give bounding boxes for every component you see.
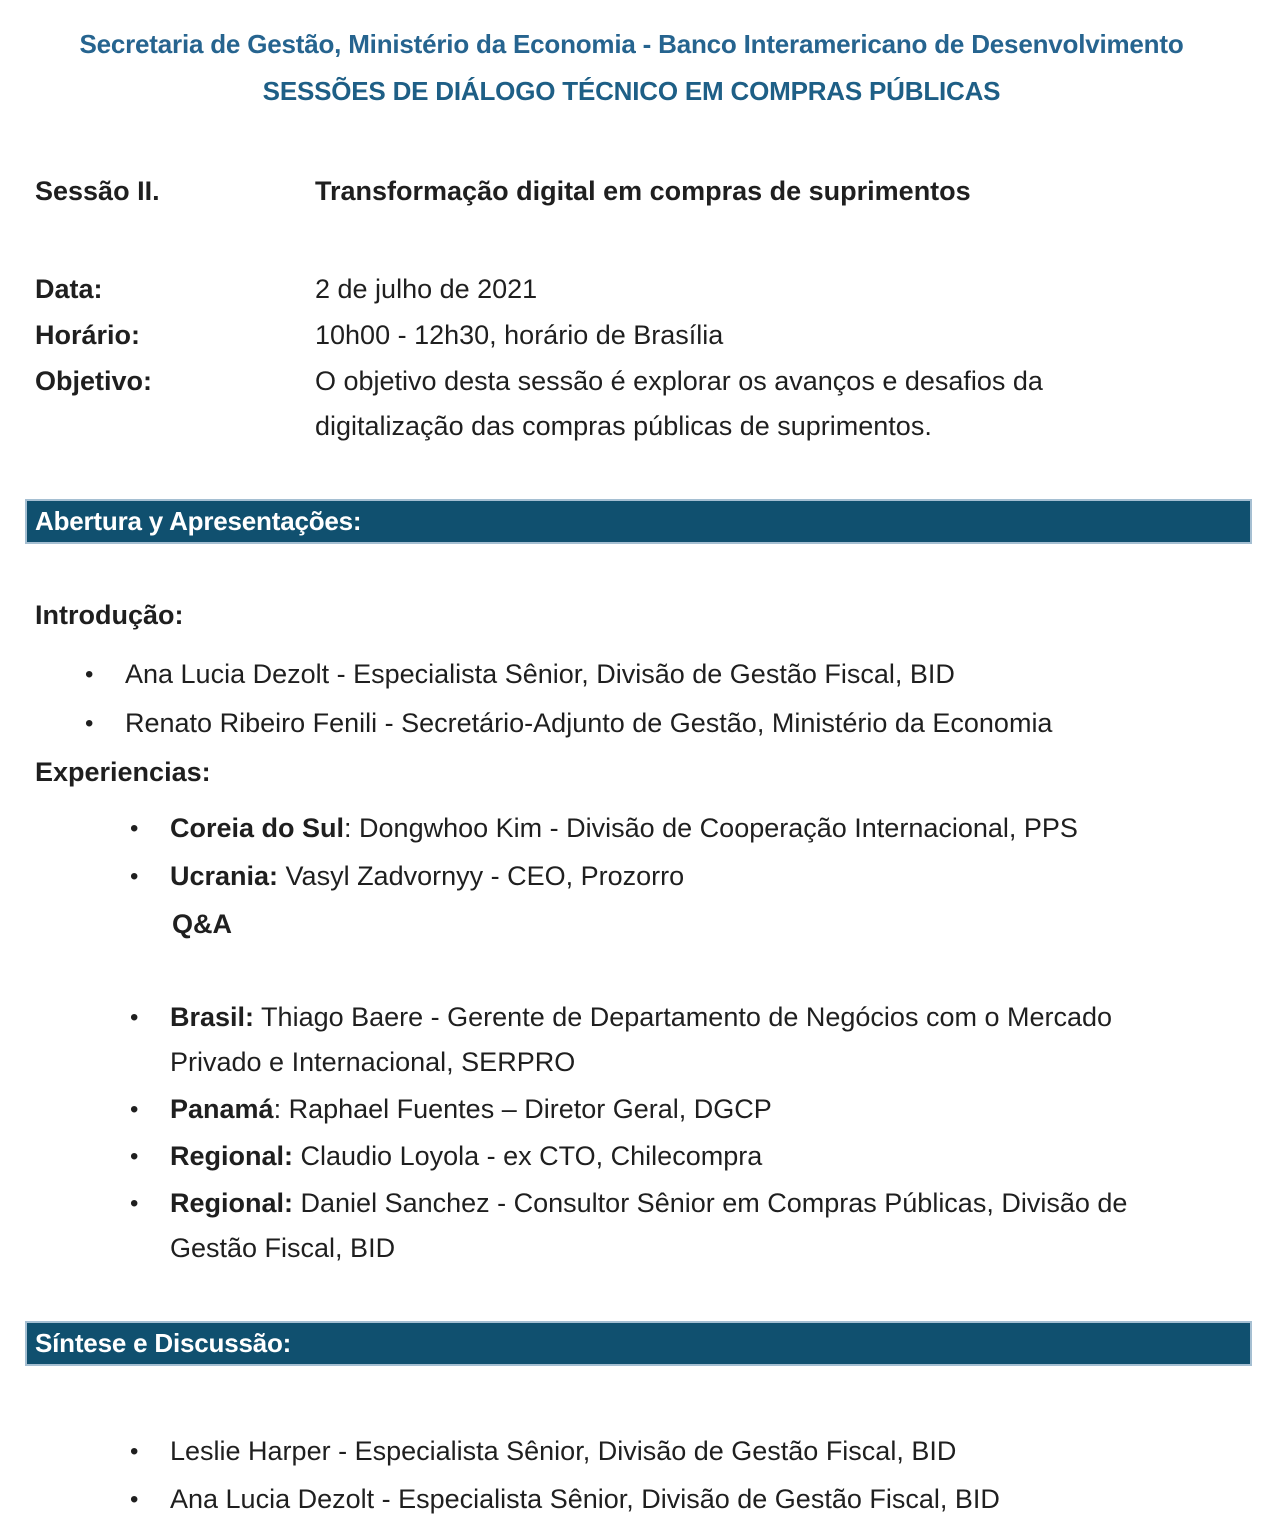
introducao-list: [35, 652, 1228, 746]
list-item: • Panamá: Raphael Fuentes – Diretor Geral, DGCP: [35, 1087, 1228, 1132]
list-item: • Regional: Daniel Sanchez - Consultor Sênior em Compras Públicas, Divisão de Gestão Fiscal, BID: [35, 1181, 1228, 1271]
detail-row-data: [35, 267, 1228, 312]
qa-label: Q&A: [172, 909, 232, 939]
bullet-icon: •: [130, 1438, 139, 1465]
list-item: • Ana Lucia Dezolt - Especialista Sênior, Divisão de Gestão Fiscal, BID: [35, 652, 1228, 697]
list-item: • Renato Ribeiro Fenili - Secretário-Adjunto de Gestão, Ministério da Economia: [35, 701, 1228, 746]
page-title: Secretaria de Gestão, Ministério da Economia - Banco Interamericano de Desenvolvimento: [79, 29, 1184, 59]
list-item: • Leslie Harper - Especialista Sênior, Divisão de Gestão Fiscal, BID: [35, 1429, 1228, 1474]
session-label: Sessão II.: [35, 176, 160, 206]
detail-label: Horário:: [35, 320, 141, 350]
details-block: [35, 267, 1228, 449]
sintese-list: [35, 1429, 1228, 1522]
list-item: • Regional: Claudio Loyola - ex CTO, Chilecompra: [35, 1134, 1228, 1179]
list-item: • Coreia do Sul: Dongwhoo Kim - Divisão de Cooperação Internacional, PPS: [35, 806, 1228, 851]
detail-label: Data:: [35, 274, 103, 304]
session-row: [35, 169, 1228, 214]
bullet-icon: •: [130, 863, 139, 890]
bullet-icon: •: [130, 1096, 139, 1123]
section-header-sintese: Síntese e Discussão:: [25, 1321, 1252, 1366]
list-item: • Ana Lucia Dezolt - Especialista Sênior, Divisão de Gestão Fiscal, BID: [35, 1477, 1228, 1522]
section-header-abertura: Abertura y Apresentações:: [25, 499, 1252, 544]
list-item: • Brasil: Thiago Baere - Gerente de Departamento de Negócios com o Mercado Privado e Internacional, SERPRO: [35, 995, 1228, 1085]
bullet-icon: •: [130, 1486, 139, 1513]
bullet-icon: •: [130, 1190, 139, 1217]
detail-row-horario: [35, 313, 1228, 358]
experiencias-list-2: [35, 995, 1228, 1271]
detail-value: 2 de julho de 2021: [315, 274, 538, 304]
bullet-icon: •: [130, 815, 139, 842]
bullet-icon: •: [85, 661, 94, 688]
experiencias-list: [35, 806, 1228, 947]
experiencias-heading: Experiencias:: [35, 757, 211, 787]
bullet-icon: •: [130, 1143, 139, 1170]
detail-value: 10h00 - 12h30, horário de Brasília: [315, 320, 724, 350]
detail-value: O objetivo desta sessão é explorar os avanços e desafios da digitalização das compras públicas de suprimentos.: [315, 366, 1043, 441]
introducao-heading: Introdução:: [35, 600, 184, 630]
detail-row-objetivo: [35, 359, 1228, 449]
list-item: • Ucrania: Vasyl Zadvornyy - CEO, Prozorro: [35, 854, 1228, 899]
detail-label: Objetivo:: [35, 366, 153, 396]
page-subtitle: SESSÕES DE DIÁLOGO TÉCNICO EM COMPRAS PÚBLICAS: [262, 76, 1001, 106]
bullet-icon: •: [130, 1004, 139, 1031]
session-title: Transformação digital em compras de suprimentos: [315, 176, 971, 206]
bullet-icon: •: [85, 710, 94, 737]
